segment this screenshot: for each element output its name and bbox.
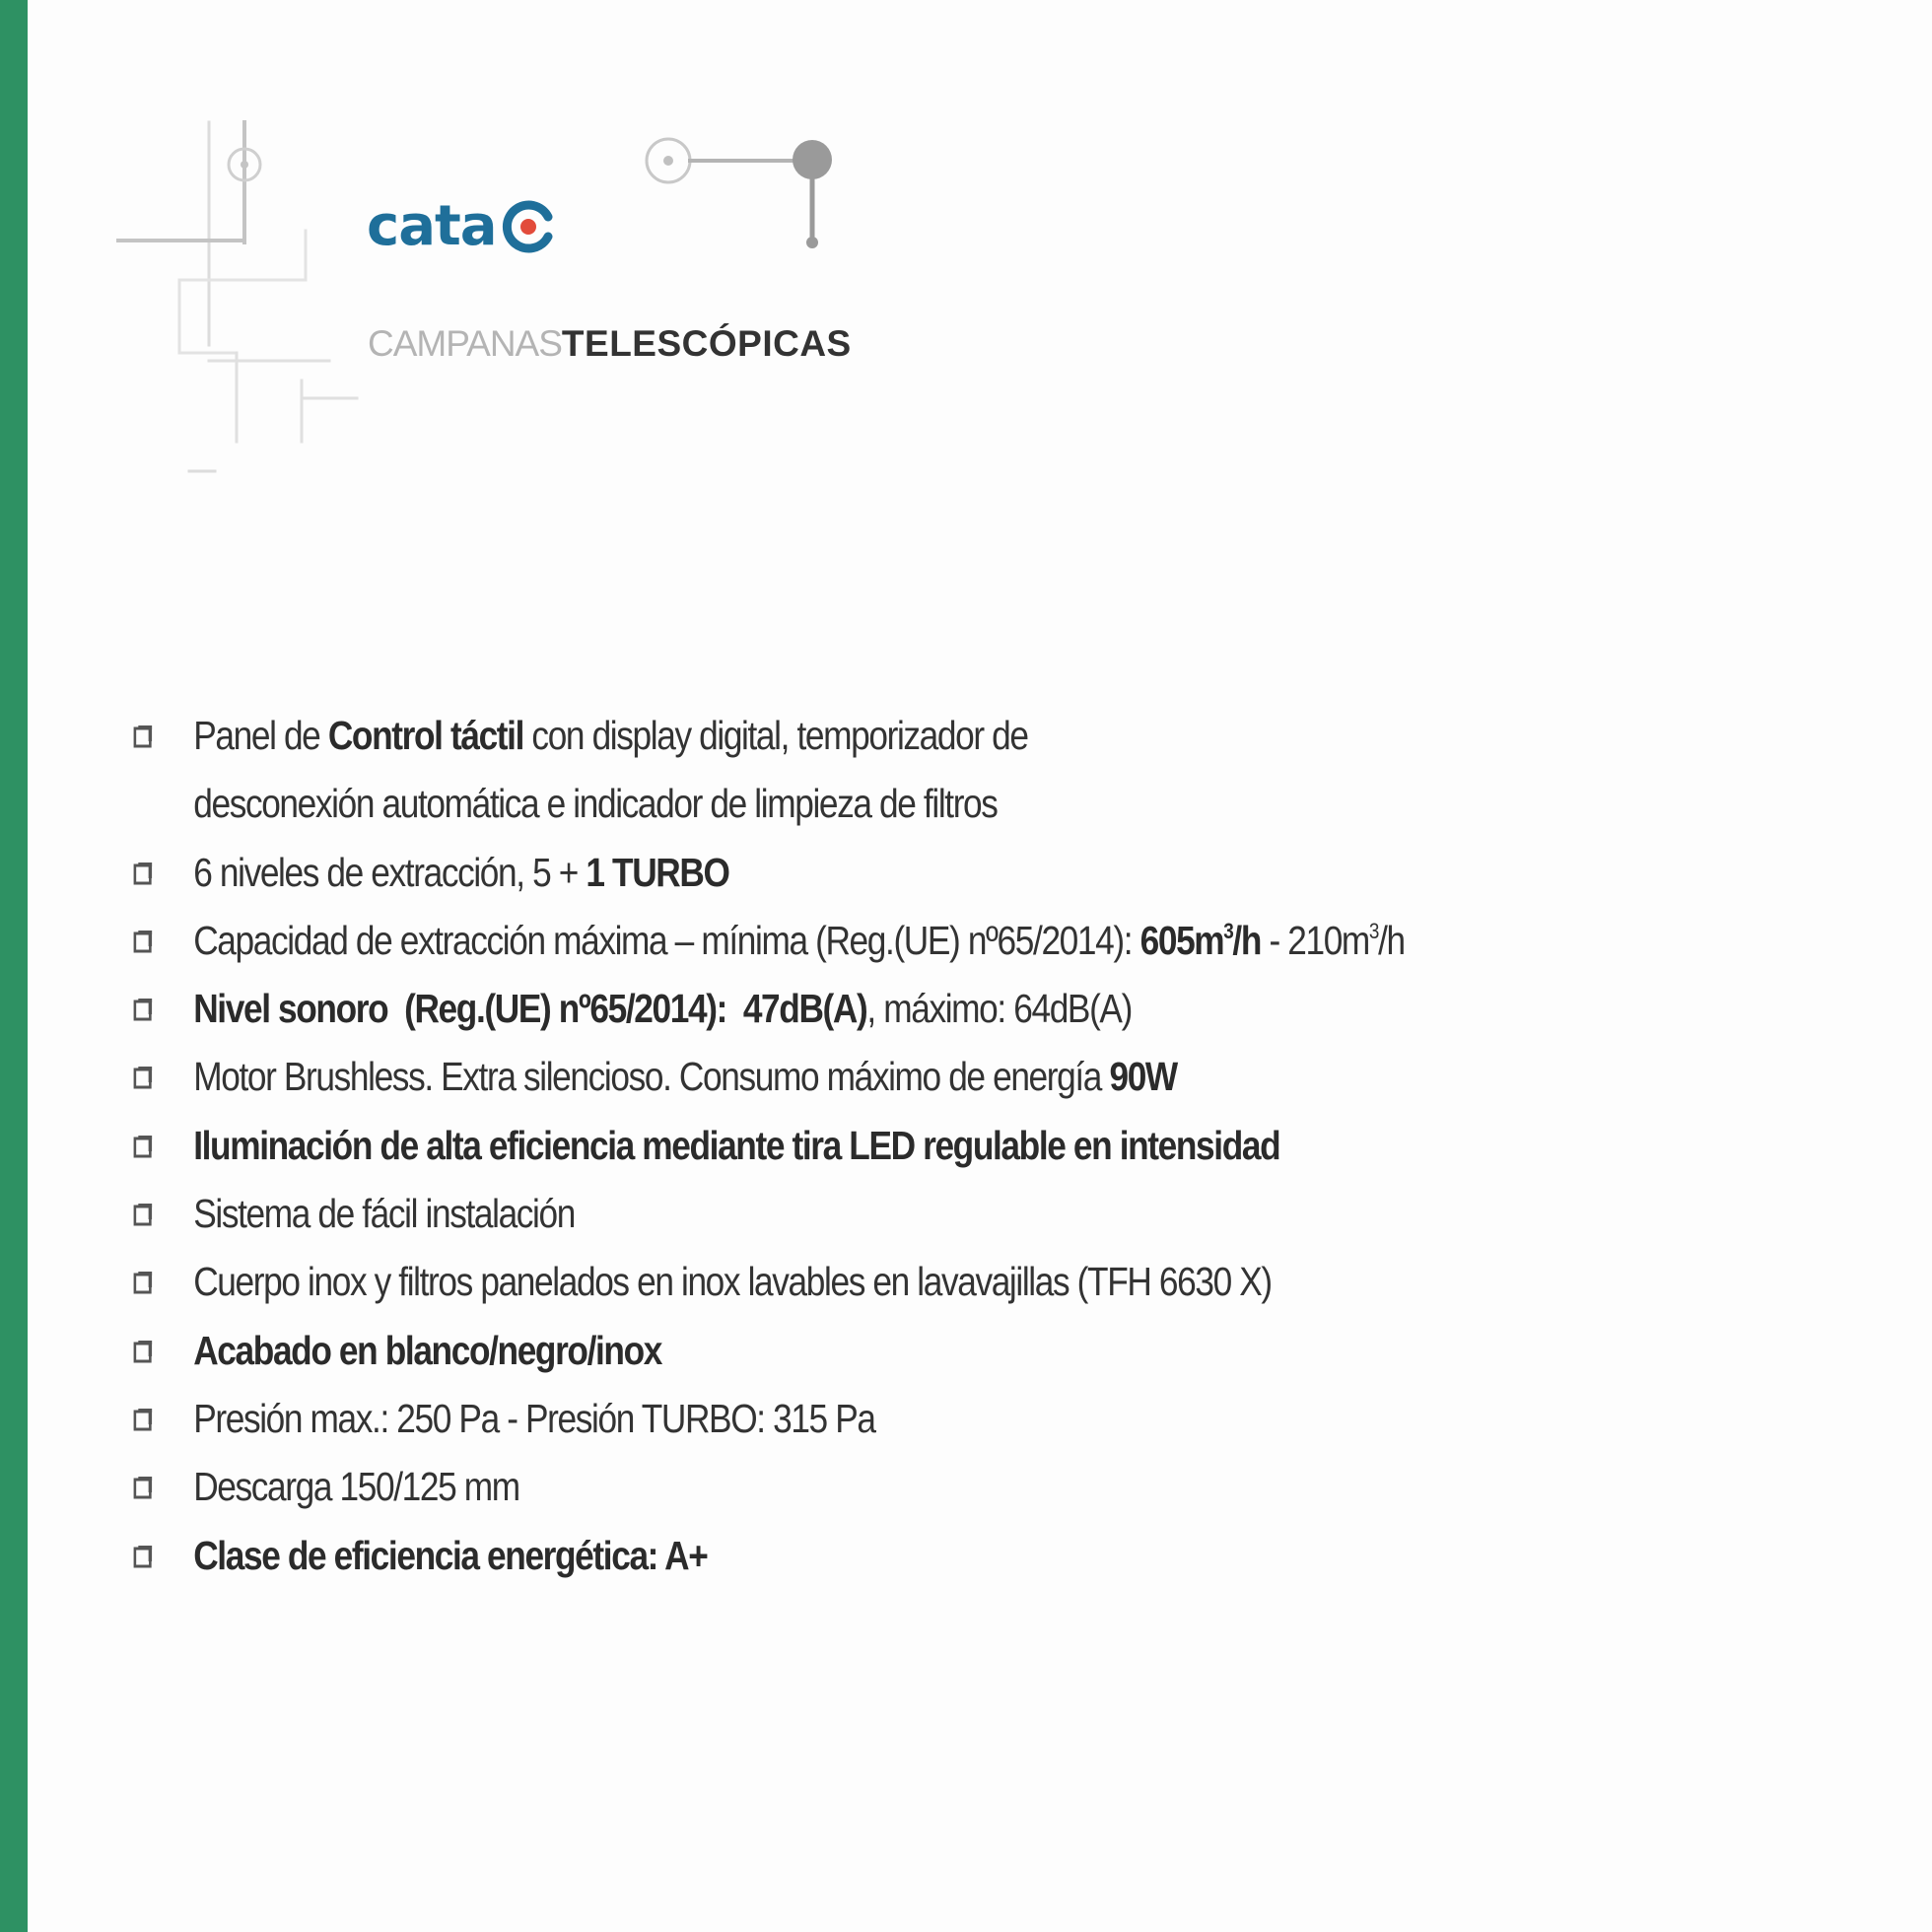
item-bold-text: Clase de eficiencia energética: A+: [193, 1532, 708, 1578]
list-item: [128, 1043, 1637, 1111]
item-text: Cuerpo inox y filtros panelados en inox lavables en lavavajillas (TFH 6630 X): [193, 1259, 1272, 1305]
unit-value: - 210m: [1261, 917, 1369, 963]
square-bullet-icon: [133, 930, 154, 953]
list-item-line: [193, 702, 1637, 770]
list-item: [128, 702, 1637, 839]
item-text: desconexión automática e indicador de limpieza de filtros: [193, 781, 998, 827]
list-item: [128, 1180, 1637, 1248]
list-item: [128, 1317, 1637, 1385]
list-item: [128, 1522, 1637, 1590]
item-text: 6 niveles de extracción, 5 +: [193, 849, 586, 895]
unit-suffix: /h: [1378, 917, 1405, 963]
item-bold-text: Control táctil: [327, 713, 524, 758]
logo-mark-icon: [501, 199, 556, 254]
subtitle-bold: TELESCÓPICAS: [561, 323, 852, 364]
list-item: [128, 975, 1637, 1043]
item-text: Descarga 150/125 mm: [193, 1464, 519, 1510]
unit-exponent: 3: [1368, 918, 1379, 943]
unit-exponent: 3: [1223, 918, 1233, 943]
square-bullet-icon: [133, 1203, 154, 1226]
item-text: Motor Brushless. Extra silencioso. Consumo máximo de energía: [193, 1054, 1110, 1100]
square-bullet-icon: [133, 1135, 154, 1158]
square-bullet-icon: [133, 1271, 154, 1294]
item-bold-text: Iluminación de alta eficiencia mediante tira LED regulable en intensidad: [193, 1122, 1280, 1168]
unit-value: 605m: [1139, 917, 1224, 963]
features-list: [128, 702, 1883, 1590]
list-item: [128, 1453, 1637, 1521]
square-bullet-icon: [133, 1408, 154, 1431]
item-text: Sistema de fácil instalación: [193, 1191, 575, 1237]
list-item: [128, 1385, 1637, 1453]
list-item: [128, 839, 1637, 907]
square-bullet-icon: [133, 862, 154, 885]
page-title: [368, 325, 852, 362]
unit-suffix: /h: [1232, 917, 1262, 963]
item-bold-text: 90W: [1109, 1054, 1177, 1100]
logo-wordmark: cata: [367, 194, 497, 258]
square-bullet-icon: [133, 1340, 154, 1363]
brand-logo: [367, 187, 556, 266]
subtitle-light: CAMPANAS: [368, 323, 562, 364]
item-bold-text: Acabado en blanco/negro/inox: [193, 1327, 662, 1373]
square-bullet-icon: [133, 1066, 154, 1089]
item-bold-text: Nivel sonoro (Reg.(UE) nº65/2014): 47dB(A): [193, 986, 867, 1032]
list-item-line: [193, 770, 1637, 838]
list-item: [128, 1248, 1637, 1316]
square-bullet-icon: [133, 998, 154, 1021]
item-bold-text: 1 TURBO: [586, 849, 729, 895]
item-bold-text: [1140, 918, 1261, 963]
list-item: [128, 1112, 1637, 1180]
square-bullet-icon: [133, 1545, 154, 1568]
item-text: , máximo: 64dB(A): [866, 986, 1132, 1032]
square-bullet-icon: [133, 1476, 154, 1499]
square-bullet-icon: [133, 724, 154, 748]
item-text: Presión max.: 250 Pa - Presión TURBO: 315 Pa: [193, 1395, 875, 1441]
item-text: con display digital, temporizador de: [523, 713, 1028, 758]
list-item: [128, 907, 1637, 975]
item-text: Panel de: [193, 713, 328, 758]
item-text: Capacidad de extracción máxima – mínima (Reg.(UE) nº65/2014):: [193, 917, 1140, 963]
